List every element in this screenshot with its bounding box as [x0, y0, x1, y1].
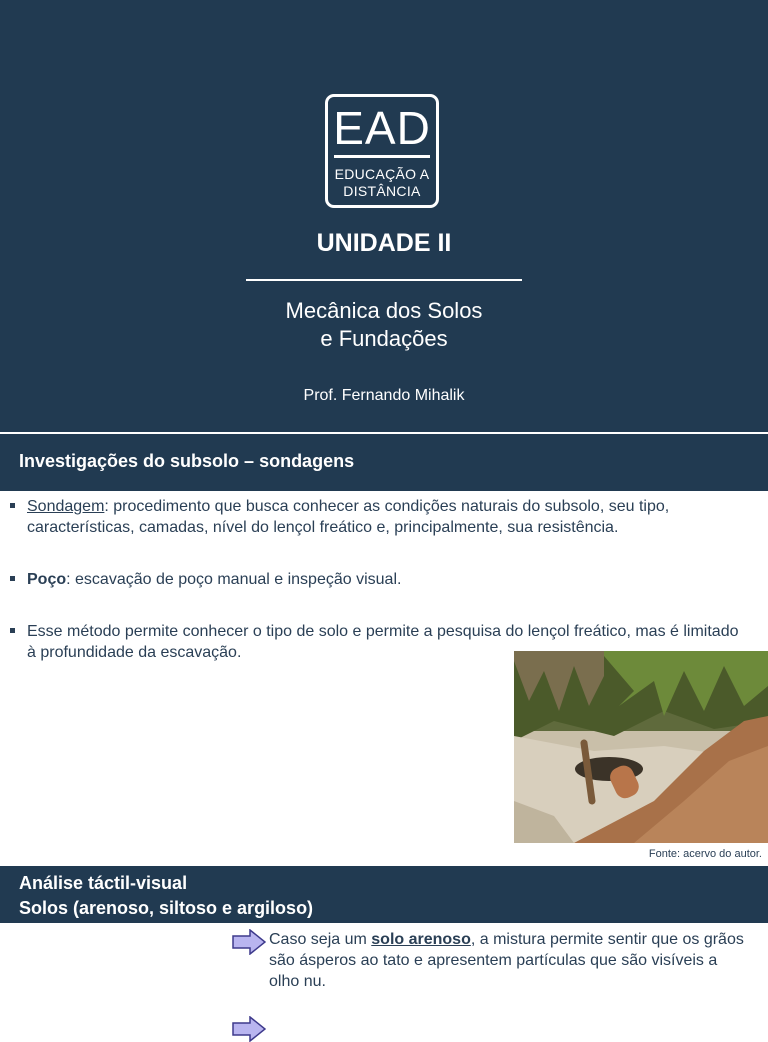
bullet-marker	[10, 503, 15, 508]
slide3-header	[0, 866, 768, 923]
course-title	[0, 297, 768, 353]
logo-ead-text: EAD	[333, 102, 431, 154]
bullet-sondagem	[10, 496, 750, 538]
bullet-marker	[10, 628, 15, 633]
bullet-body: : procedimento que busca conhecer as condições naturais do subsolo, seu tipo, características, camadas, nível do lençol freático e, principalmente, sua resistência.	[27, 498, 670, 536]
bullet-body: : escavação de poço manual e inspeção visual.	[66, 571, 402, 588]
logo-subtitle	[328, 166, 436, 200]
slide2-header	[0, 434, 768, 491]
course-title-line2: e Fundações	[320, 326, 448, 351]
arrow-right-icon	[232, 929, 266, 955]
ead-logo	[325, 94, 439, 208]
professor-name: Prof. Fernando Mihalik	[303, 387, 465, 404]
title-divider	[246, 279, 522, 281]
logo-subtitle-line2: DISTÂNCIA	[343, 183, 421, 199]
term-sondagem: Sondagem	[27, 498, 105, 515]
sandy-soil-term: solo arenoso	[371, 931, 471, 948]
sandy-soil-pre: Caso seja um	[269, 931, 372, 948]
bullet-text	[27, 496, 750, 538]
excavation-photo	[514, 651, 768, 843]
excavation-photo-graphic	[514, 651, 768, 843]
bullet-text	[27, 569, 750, 590]
slide3-title-line2: Solos (arenoso, siltoso e argiloso)	[19, 898, 314, 918]
sandy-soil-post: , a mistura permite sentir que os grãos são ásperos ao tato e apresentem partículas que são visíveis a olho nu.	[269, 931, 744, 990]
course-title-line1: Mecânica dos Solos	[285, 298, 483, 323]
photo-caption: Fonte: acervo do autor.	[648, 848, 762, 860]
logo-divider	[334, 155, 430, 158]
bullet-marker	[10, 576, 15, 581]
cover-slide	[0, 0, 768, 432]
slide2-title: Investigações do subsolo – sondagens	[19, 451, 355, 471]
logo-subtitle-line1: EDUCAÇÃO A	[334, 166, 430, 182]
unit-title: UNIDADE II	[316, 229, 452, 257]
bullet-body: Esse método permite conhecer o tipo de solo e permite a pesquisa do lençol freático, mas é limitado à profundidade da escavação.	[27, 623, 739, 661]
arrow-right-icon	[232, 1016, 266, 1042]
bullet-poco	[10, 569, 750, 590]
slide3-title-line1: Análise táctil-visual	[19, 873, 188, 893]
sandy-soil-text	[269, 929, 749, 992]
term-poco: Poço	[27, 571, 67, 588]
